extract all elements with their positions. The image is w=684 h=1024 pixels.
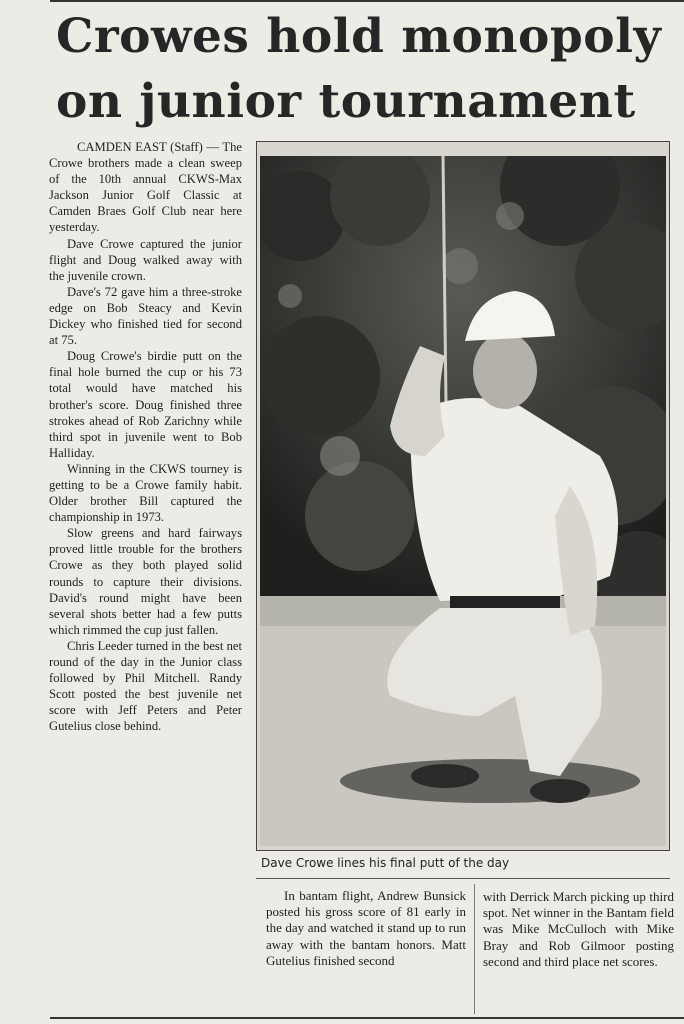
bottom-rule — [50, 1017, 684, 1019]
article-column-1 — [49, 139, 242, 734]
paragraph-1: CAMDEN EAST (Staff) — The Crowe brothers made a clean sweep of the 10th annual CKWS-Max Jackson Junior Golf Classic at Camden Braes Golf Club near here yesterday. — [49, 140, 242, 235]
column-3-text: with Derrick March picking up third spot. Net winner in the Bantam field was Mike McCulloch with Mike Bray and Rob Gilmoor posting second and third place net scores. — [483, 889, 674, 969]
column-2-text: In bantam flight, Andrew Bunsick posted his gross score of 81 early in the day and watched it stand up to run away with the bantam honors. Matt Gutelius finished second — [266, 888, 466, 968]
news-photo — [256, 141, 670, 851]
photo-caption: Dave Crowe lines his final putt of the day — [261, 856, 510, 870]
article-column-2 — [266, 888, 466, 969]
headline: Crowes hold monopoly on junior tournament — [56, 9, 662, 129]
golfer-belt — [450, 596, 560, 610]
paragraph-7: Chris Leeder turned in the best net round of the day in the Junior class followed by Phil Mitchell. Randy Scott posted the best juvenile net score with Jeff Peters and Peter Gutelius close behind. — [49, 638, 242, 734]
paragraph-4: Doug Crowe's birdie putt on the final hole burned the cup or his 73 total would have matched his brother's score. Doug finished three strokes ahead of Rob Zarichny while third spot in juvenile went to Bob Halliday. — [49, 349, 242, 460]
paragraph-6: Slow greens and hard fairways proved little trouble for the brothers Crowe as they both played solid rounds to capture their divisions. David's round might have been several shots better had a few putts which rimmed the cup just fallen. — [49, 526, 242, 637]
top-rule — [50, 0, 684, 2]
golfer-face — [473, 333, 537, 409]
column-divider — [474, 884, 475, 1014]
caption-rule — [256, 878, 670, 879]
paragraph-5: Winning in the CKWS tourney is getting to be a Crowe family habit. Older brother Bill captured the championship in 1973. — [49, 461, 242, 525]
article-column-3 — [483, 889, 674, 970]
paragraph-3: Dave's 72 gave him a three-stroke edge on Bob Steacy and Kevin Dickey who finished tied for second at 75. — [49, 284, 242, 348]
golfer-photo-illustration — [260, 156, 666, 846]
paragraph-2: Dave Crowe captured the junior flight and Doug walked away with the juvenile crown. — [49, 236, 242, 283]
